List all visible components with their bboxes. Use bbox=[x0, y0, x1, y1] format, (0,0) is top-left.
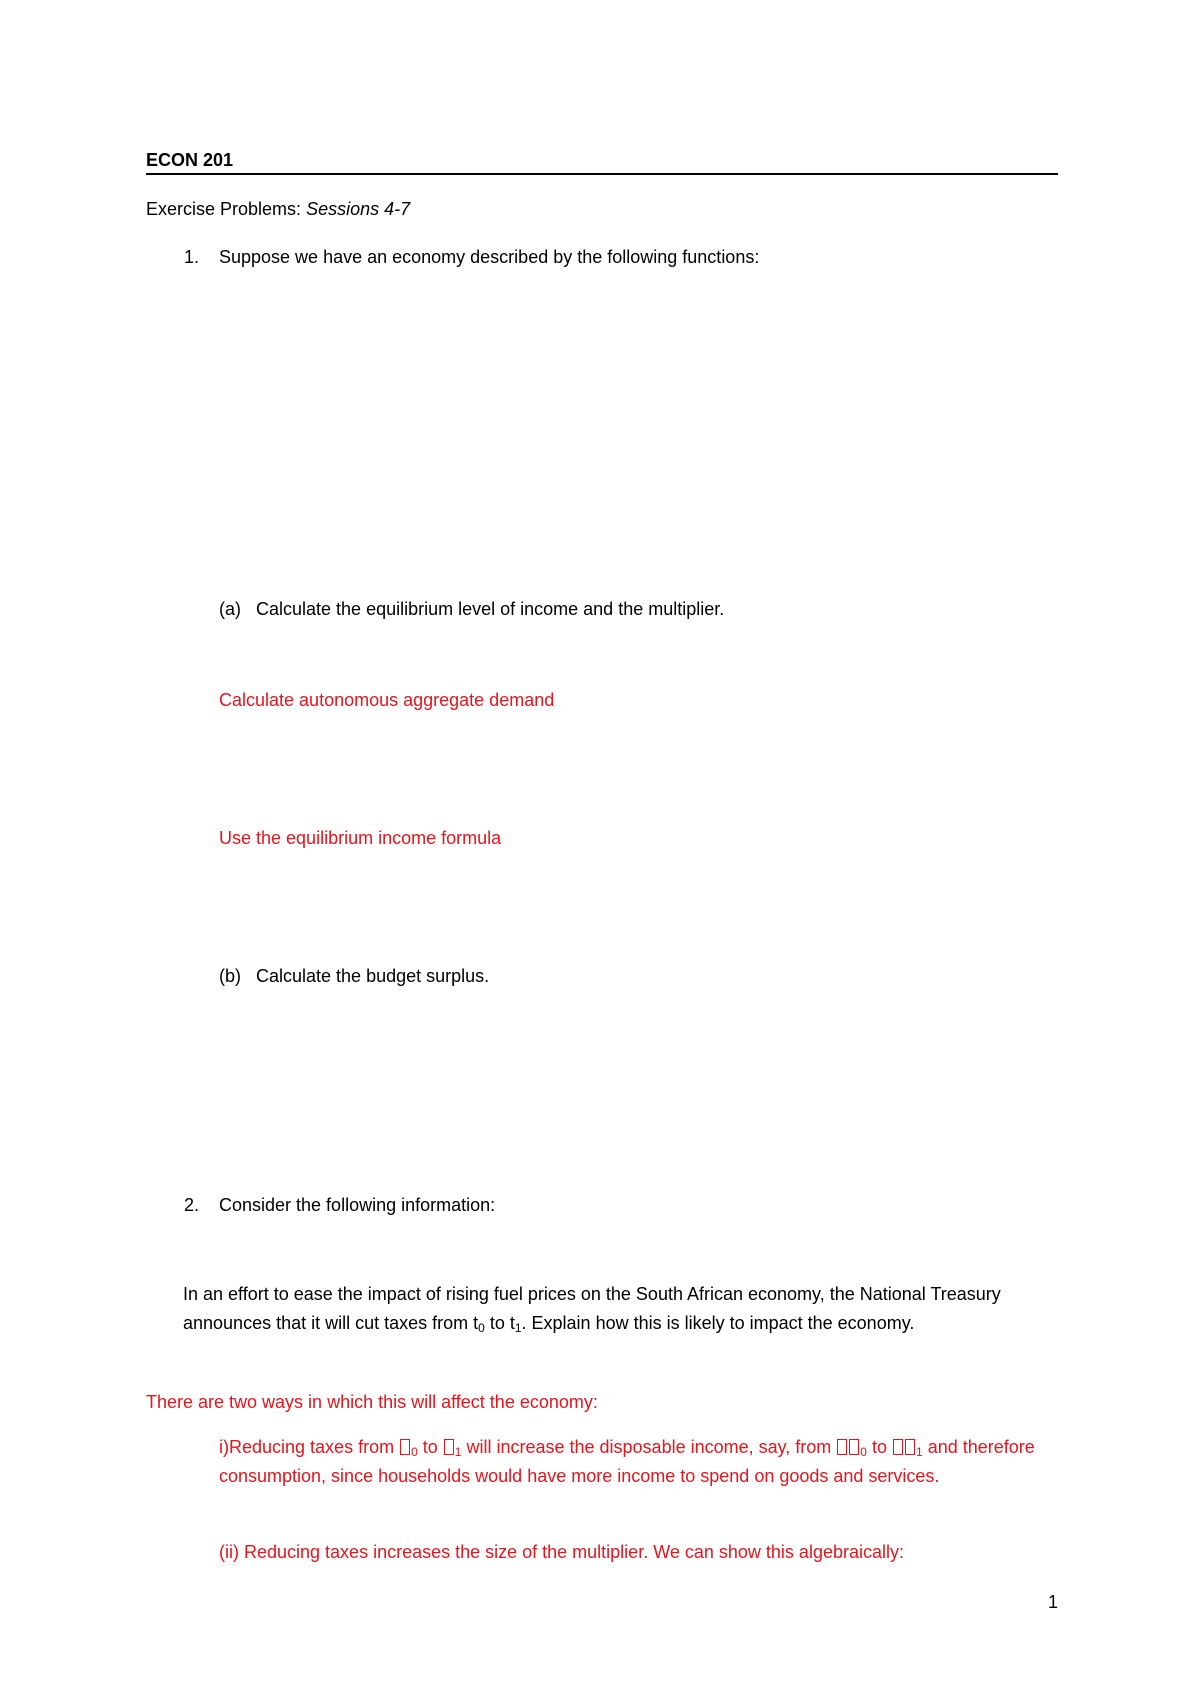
ans-i-p2: to bbox=[417, 1437, 443, 1457]
q2-text: Consider the following information: bbox=[219, 1195, 496, 1215]
t1-symbol bbox=[444, 1439, 454, 1455]
ans-i-sub1: 1 bbox=[454, 1445, 462, 1459]
q2-para-b: to t bbox=[484, 1313, 515, 1333]
q2-number: 2. bbox=[184, 1195, 200, 1215]
q1b-text: Calculate the budget surplus. bbox=[256, 966, 490, 986]
q1-text: Suppose we have an economy described by the following functions: bbox=[219, 247, 760, 267]
ans-i-p1: i)Reducing taxes from bbox=[219, 1437, 400, 1457]
intro-line bbox=[146, 197, 410, 221]
q1-number: 1. bbox=[184, 247, 200, 267]
q1a-label: (a) bbox=[219, 599, 241, 619]
yd1-symbol-a bbox=[893, 1439, 903, 1455]
yd1-symbol-b bbox=[905, 1439, 915, 1455]
answer-i bbox=[219, 1433, 1064, 1491]
yd0-symbol-a bbox=[837, 1439, 847, 1455]
header-rule bbox=[146, 173, 1058, 175]
answer-intro: There are two ways in which this will affect the economy: bbox=[146, 1392, 598, 1412]
q1a-text: Calculate the equilibrium level of income and the multiplier. bbox=[256, 599, 725, 619]
q2-para-a: In an effort to ease the impact of rising fuel prices on the South African economy, the National Treasury announces that it will cut taxes from t bbox=[183, 1284, 1001, 1333]
q2-paragraph bbox=[183, 1280, 1053, 1338]
intro-label: Exercise Problems: bbox=[146, 199, 302, 219]
course-title: ECON 201 bbox=[146, 150, 234, 170]
yd0-symbol-b bbox=[849, 1439, 859, 1455]
hint-equilibrium-formula: Use the equilibrium income formula bbox=[219, 828, 502, 848]
hint-autonomous-demand: Calculate autonomous aggregate demand bbox=[219, 690, 555, 710]
page-number: 1 bbox=[1048, 1592, 1059, 1612]
q1b-label: (b) bbox=[219, 966, 241, 986]
ans-i-sub0: 0 bbox=[411, 1445, 418, 1459]
subscript-1: 1 bbox=[514, 1321, 522, 1335]
ans-i-sub0-b: 0 bbox=[860, 1445, 867, 1459]
ans-i-sub1-b: 1 bbox=[916, 1445, 923, 1459]
ans-i-p4: to bbox=[866, 1437, 892, 1457]
t0-symbol bbox=[400, 1439, 410, 1455]
ans-i-p5: and therefore consumption, since households would have more income to spend on goods and services. bbox=[219, 1437, 1035, 1486]
answer-ii: (ii) Reducing taxes increases the size of the multiplier. We can show this algebraically: bbox=[219, 1542, 904, 1562]
intro-sessions: Sessions 4-7 bbox=[306, 199, 411, 219]
q2-para-c: . Explain how this is likely to impact the economy. bbox=[521, 1313, 915, 1333]
subscript-0: 0 bbox=[478, 1321, 485, 1335]
ans-i-p3: will increase the disposable income, say, from bbox=[461, 1437, 837, 1457]
